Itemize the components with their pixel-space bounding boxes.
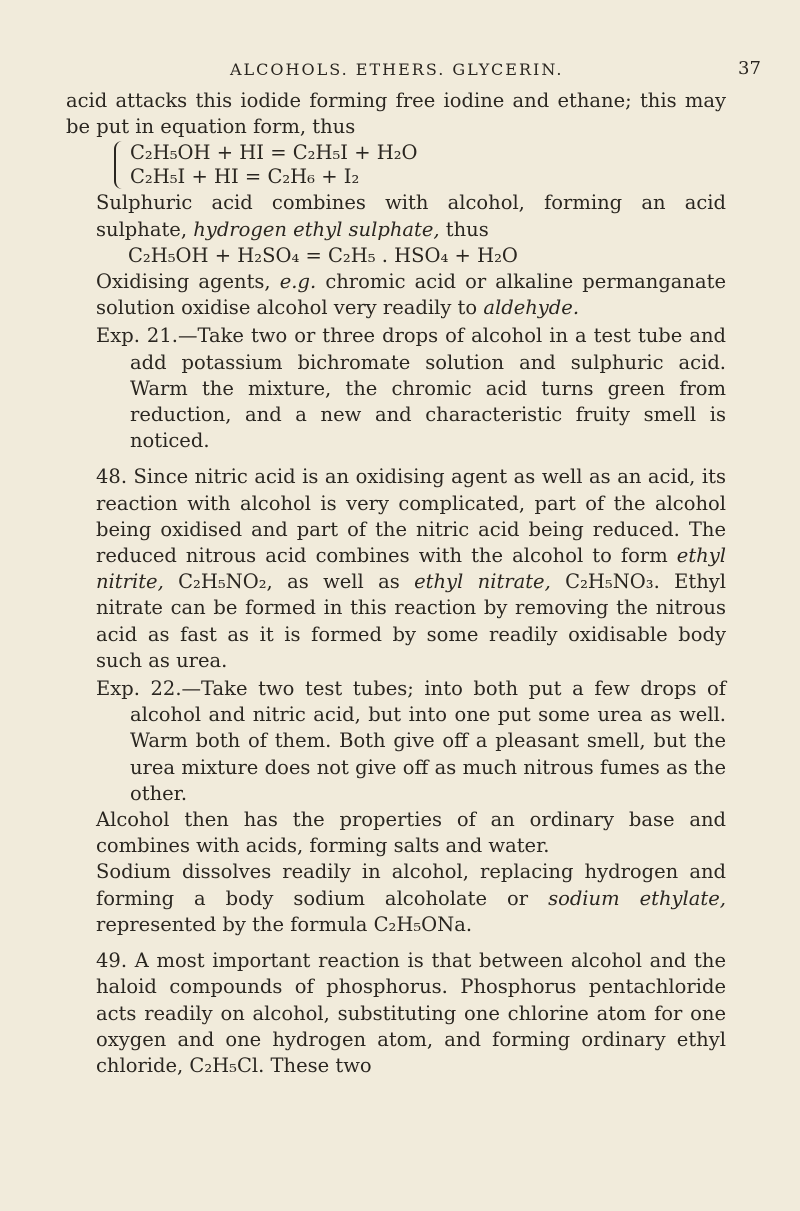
text-run: C₂H₅NO₂, as well as (163, 570, 415, 594)
experiment-text: —Take two or three drops of alcohol in a test tube and add potassium bichromate solution and sulphuric acid. Warm the mixture, the chromic acid turns green from reduction, and a new and characteristic fruity smell is noticed. (130, 324, 727, 453)
text-run: Since nitric acid is an oxidising agent as well as an acid, its reaction with alcohol is very complicated, part of the alcohol being oxidised and part of the nitric acid being reduced. The reduced nitrous acid combines with the alcohol to form (96, 465, 726, 568)
paragraph-base: Alcohol then has the properties of an ordinary base and combines with acids, forming salts and water. (96, 808, 726, 858)
text-run: Sulphuric acid combines with alcohol, forming an acid sulphate, (96, 191, 726, 241)
equation-line: C₂H₅OH + HI = C₂H₅I + H₂O (130, 141, 418, 165)
equation-line: C₂H₅I + HI = C₂H₆ + I₂ (130, 165, 360, 189)
italic-term: e.g. (279, 270, 317, 294)
experiment-text: —Take two test tubes; into both put a few drops of alcohol and nitric acid, but into one put some urea as well. Warm both of them. Both give off a pleasant smell, but the urea mixture does not give off as much nitrous fumes as the other. (130, 677, 727, 805)
paragraph-continuation: acid attacks this iodide forming free iodine and ethane; this may be put in equation form, thus (66, 89, 726, 139)
page-number: 37 (738, 58, 761, 79)
section-49 (66, 948, 726, 1079)
section-number: 48. (96, 465, 128, 489)
running-head: ALCOHOLS. ETHERS. GLYCERIN. (230, 60, 564, 79)
text-run: represented by the formula C₂H₅ONa. (96, 912, 473, 936)
equation-line: C₂H₅OH + H₂SO₄ = C₂H₅ . HSO₄ + H₂O (128, 243, 518, 267)
experiment-22 (66, 676, 726, 807)
text-run: Sodium dissolves readily in alcohol, replacing hydrogen and forming a body sodium alcoholate or (96, 860, 726, 910)
text-run: thus (439, 217, 489, 241)
page-body (66, 88, 726, 1079)
italic-term: sodium ethylate, (548, 886, 726, 910)
text-run: A most important reaction is that between alcohol and the haloid compounds of phosphorus. Phosphorus pentachloride acts readily on alcohol, substituting one chlorine atom for one oxygen and one hydrogen atom, and forming ordinary ethyl chloride, C₂H₅Cl. These two (96, 949, 726, 1077)
text-run: C₂H₅NO₃. Ethyl nitrate can be formed in this reaction by removing the nitrous acid as fast as it is formed by some readily oxidisable body such as urea. (96, 570, 727, 672)
section-48 (66, 464, 726, 674)
italic-term: hydrogen ethyl sulphate, (193, 217, 440, 241)
italic-term: aldehyde. (483, 296, 580, 320)
paragraph-oxidising (66, 269, 726, 321)
italic-term: ethyl nitrite, (96, 544, 726, 594)
text-run: chromic acid or alkaline permanganate solution oxidise alcohol very readily to (96, 270, 726, 320)
experiment-label: Exp. 22. (96, 677, 182, 701)
experiment-21 (66, 323, 726, 454)
paragraph-sodium (66, 859, 726, 938)
equation-group (114, 141, 726, 189)
section-number: 49. (96, 949, 128, 973)
paragraph-sulphuric (66, 190, 726, 242)
italic-term: ethyl nitrate, (414, 570, 551, 594)
text-run: Oxidising agents, (96, 270, 280, 294)
experiment-label: Exp. 21. (96, 324, 178, 348)
